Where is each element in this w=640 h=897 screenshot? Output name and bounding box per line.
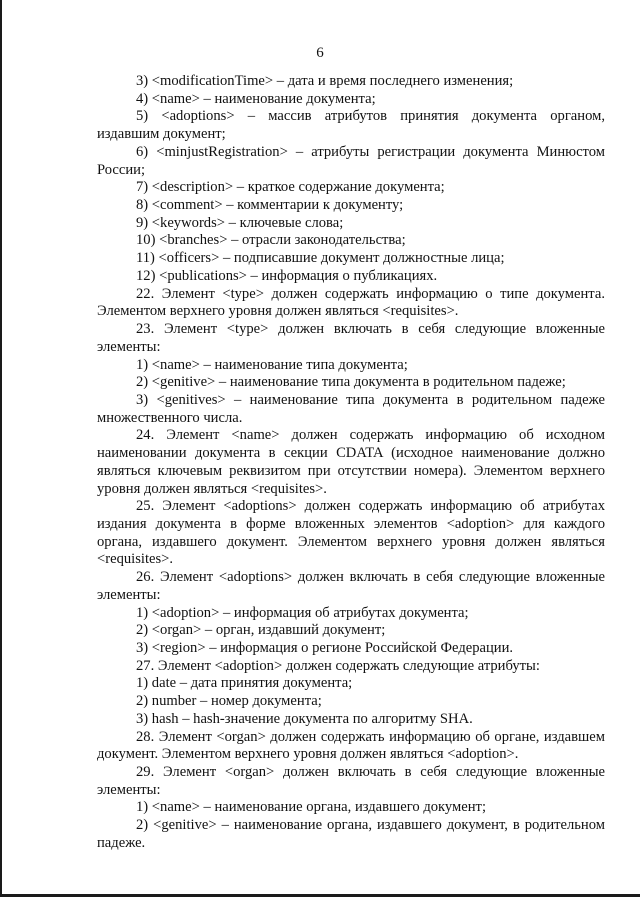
list-item: 1) date – дата принятия документа; bbox=[136, 675, 353, 692]
document-body bbox=[97, 73, 605, 853]
paragraph-line: являться ключевым реквизитом при отсутствии номера). Элементом верхнего bbox=[97, 462, 605, 479]
list-item-continuation: издавшим документ; bbox=[97, 126, 226, 143]
paragraph-line: <requisites>. bbox=[97, 551, 174, 568]
paragraph-line: 29. Элемент <organ> должен включать в себя следующие вложенные bbox=[136, 764, 605, 781]
paragraph-line: 23. Элемент <type> должен включать в себя следующие вложенные bbox=[136, 321, 605, 338]
list-item: 6) <minjustRegistration> – атрибуты регистрации документа Минюстом bbox=[136, 143, 605, 160]
list-item: 5) <adoptions> – массив атрибутов принятия документа органом, bbox=[136, 108, 605, 125]
paragraph-line: 28. Элемент <organ> должен содержать информацию об органе, издавшем bbox=[136, 728, 605, 745]
list-item: 1) <name> – наименование типа документа; bbox=[136, 356, 408, 373]
list-item: 2) number – номер документа; bbox=[136, 693, 322, 710]
paragraph-line: элементы: bbox=[97, 781, 161, 798]
list-item: 3) <modificationTime> – дата и время последнего изменения; bbox=[136, 73, 514, 89]
list-item: 3) <genitives> – наименование типа документа в родительном падеже bbox=[136, 391, 605, 408]
list-item: 3) hash – hash-значение документа по алгоритму SHA. bbox=[136, 710, 473, 727]
paragraph-line: наименовании документа в секции CDATA (исходное наименование должно bbox=[97, 445, 605, 462]
paragraph-line: издания документа в форме вложенных элементов <adoption> для каждого bbox=[97, 515, 605, 532]
paragraph-line: Элементом верхнего уровня должен являться <requisites>. bbox=[97, 303, 459, 320]
list-item: 4) <name> – наименование документа; bbox=[136, 90, 376, 107]
list-item: 2) <genitive> – наименование органа, издавшего документ, в родительном bbox=[136, 817, 605, 834]
paragraph-line: органа, издавшего документ. Элементом верхнего уровня должен являться bbox=[97, 533, 605, 550]
list-item-continuation: падеже. bbox=[97, 834, 146, 851]
paragraph-line: 27. Элемент <adoption> должен содержать следующие атрибуты: bbox=[136, 657, 540, 674]
paragraph-line: элементы: bbox=[97, 338, 161, 355]
list-item: 8) <comment> – комментарии к документу; bbox=[136, 197, 404, 214]
list-item: 1) <adoption> – информация об атрибутах документа; bbox=[136, 604, 469, 621]
paragraph-line: документ. Элементом верхнего уровня должен являться <adoption>. bbox=[97, 746, 519, 763]
list-item-continuation: множественного числа. bbox=[97, 409, 243, 426]
paragraph-line: 26. Элемент <adoptions> должен включать в себя следующие вложенные bbox=[136, 569, 605, 586]
list-item: 10) <branches> – отрасли законодательства; bbox=[136, 232, 406, 249]
list-item: 3) <region> – информация о регионе Российской Федерации. bbox=[136, 640, 514, 656]
paragraph-line: 22. Элемент <type> должен содержать информацию о типе документа. bbox=[136, 285, 605, 302]
list-item: 11) <officers> – подписавшие документ должностные лица; bbox=[136, 250, 505, 267]
paragraph-line: уровня должен являться <requisites>. bbox=[97, 480, 327, 497]
list-item-continuation: России; bbox=[97, 161, 146, 178]
paragraph-line: 25. Элемент <adoptions> должен содержать информацию об атрибутах bbox=[136, 498, 605, 515]
list-item: 2) <organ> – орган, издавший документ; bbox=[136, 622, 386, 639]
list-item: 2) <genitive> – наименование типа документа в родительном падеже; bbox=[136, 374, 566, 391]
list-item: 1) <name> – наименование органа, издавшего документ; bbox=[136, 799, 486, 816]
scan-border-left bbox=[0, 0, 2, 897]
paragraph-line: элементы: bbox=[97, 586, 161, 603]
list-item: 12) <publications> – информация о публикациях. bbox=[136, 267, 438, 284]
list-item: 9) <keywords> – ключевые слова; bbox=[136, 214, 344, 231]
list-item: 7) <description> – краткое содержание документа; bbox=[136, 179, 445, 196]
page-number: 6 bbox=[316, 45, 324, 61]
paragraph-line: 24. Элемент <name> должен содержать информацию об исходном bbox=[136, 427, 605, 444]
